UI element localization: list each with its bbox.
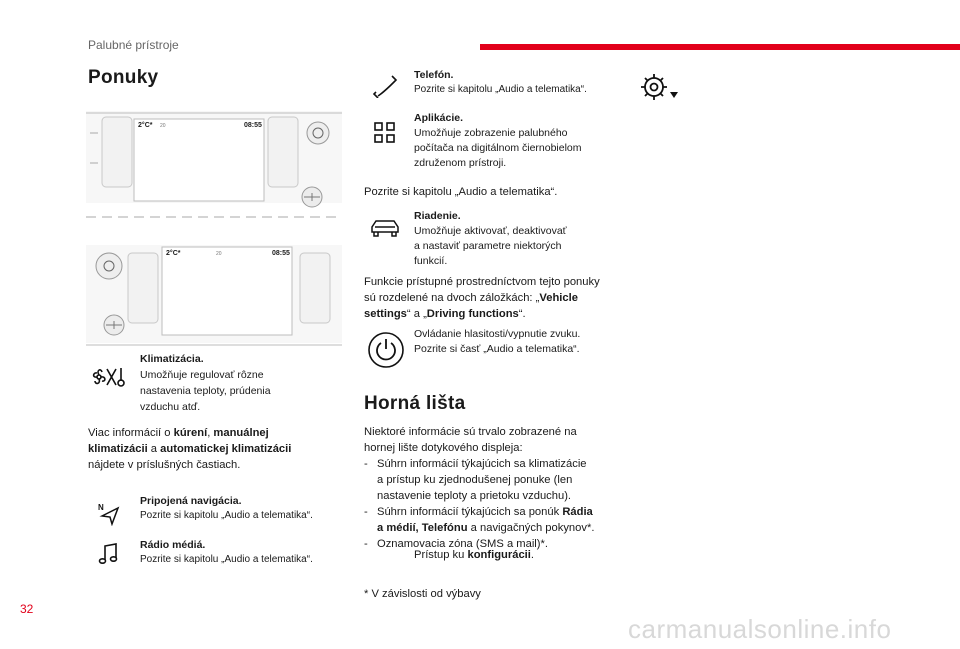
apps-grid-icon xyxy=(374,122,396,144)
section-title-ponuky: Ponuky xyxy=(88,67,159,88)
section-title-horna-lista: Horná lišta xyxy=(364,393,466,414)
item-title-telefon: Telefón. xyxy=(414,69,454,81)
gear-icon xyxy=(640,72,680,104)
item-title-aplikacie: Aplikácie. xyxy=(414,112,464,124)
screen2-time: 08:55 xyxy=(272,250,290,257)
watermark: carmanualsonline.info xyxy=(628,614,892,644)
item-title-klimatizacia: Klimatizácia. xyxy=(140,353,204,365)
item-title-navigacia: Pripojená navigácia. xyxy=(140,495,242,507)
item-text-radio: Pozrite si kapitolu „Audio a telematika“. xyxy=(140,554,313,565)
list-item: - Súhrn informácií týkajúcich sa klimatizácie a prístup ku zjednodušenej ponuke (len nastavenie teploty a prietoku vzduchu). xyxy=(364,458,587,502)
item-text-telefon: Pozrite si kapitolu „Audio a telematika“. xyxy=(414,84,587,95)
audio-reference: Pozrite si kapitolu „Audio a telematika“. xyxy=(364,186,558,198)
svg-text:N: N xyxy=(98,503,104,512)
header-accent-bar xyxy=(480,44,960,50)
screen1-time: 08:55 xyxy=(244,122,262,129)
item-text-klimatizacia-2: nastavenia teploty, prúdenia xyxy=(140,385,271,397)
item-text-riadenie-1: Umožňuje aktivovať, deaktivovať xyxy=(414,225,567,237)
footnote: * V závislosti od výbavy xyxy=(364,588,481,600)
screen1-small: 20 xyxy=(160,123,166,129)
power-icon xyxy=(366,330,406,370)
item-text-riadenie-3: funkcií. xyxy=(414,255,448,267)
car-icon xyxy=(370,218,400,238)
running-header: Palubné prístroje xyxy=(88,38,179,52)
list-item: - Oznamovacia zóna (SMS a mail)*. xyxy=(364,538,548,550)
page-number: 32 xyxy=(20,602,34,616)
item-text-aplikacie-2: počítača na digitálnom čiernobielom xyxy=(414,142,582,154)
config-line: Prístup ku konfigurácii. xyxy=(414,549,534,561)
power-text-1: Ovládanie hlasitosti/vypnutie zvuku. xyxy=(414,328,581,340)
screen2-temp: 2°C* xyxy=(166,250,181,257)
item-text-klimatizacia-1: Umožňuje regulovať rôzne xyxy=(140,369,264,381)
top-bar-intro: Niektoré informácie sú trvalo zobrazené na hornej lište dotykového displeja: xyxy=(364,426,577,454)
item-title-riadenie: Riadenie. xyxy=(414,210,461,222)
funkcie-paragraph: Funkcie prístupné prostredníctvom tejto ponuky sú rozdelené na dvoch záložkách: „Vehicle settings“ a „Driving functions“. xyxy=(364,276,600,320)
phone-handset-icon xyxy=(372,74,398,98)
item-text-aplikacie-1: Umožňuje zobrazenie palubného xyxy=(414,127,568,139)
display-illustration xyxy=(86,103,342,353)
navigation-arrow-icon xyxy=(98,502,120,526)
music-note-icon xyxy=(98,542,120,566)
item-text-aplikacie-3: združenom prístroji. xyxy=(414,157,507,169)
item-text-riadenie-2: a nastaviť parametre niektorých xyxy=(414,240,562,252)
screen2-small: 20 xyxy=(216,251,222,257)
screen1-temp: 2°C* xyxy=(138,122,153,129)
more-info-paragraph: Viac informácií o kúrení, manuálnej klimatizácii a automatickej klimatizácii nájdete v príslušných častiach. xyxy=(88,427,292,471)
item-title-radio: Rádio médiá. xyxy=(140,539,206,551)
list-item: - Súhrn informácií týkajúcich sa ponúk Rádia a médií, Telefónu a navigačných pokynov*. xyxy=(364,506,595,534)
top-bar-list xyxy=(364,456,634,568)
item-text-navigacia: Pozrite si kapitolu „Audio a telematika“. xyxy=(140,510,313,521)
item-text-klimatizacia-3: vzduchu atď. xyxy=(140,401,201,413)
power-text-2: Pozrite si časť „Audio a telematika“. xyxy=(414,343,580,355)
climate-icon xyxy=(92,366,128,388)
